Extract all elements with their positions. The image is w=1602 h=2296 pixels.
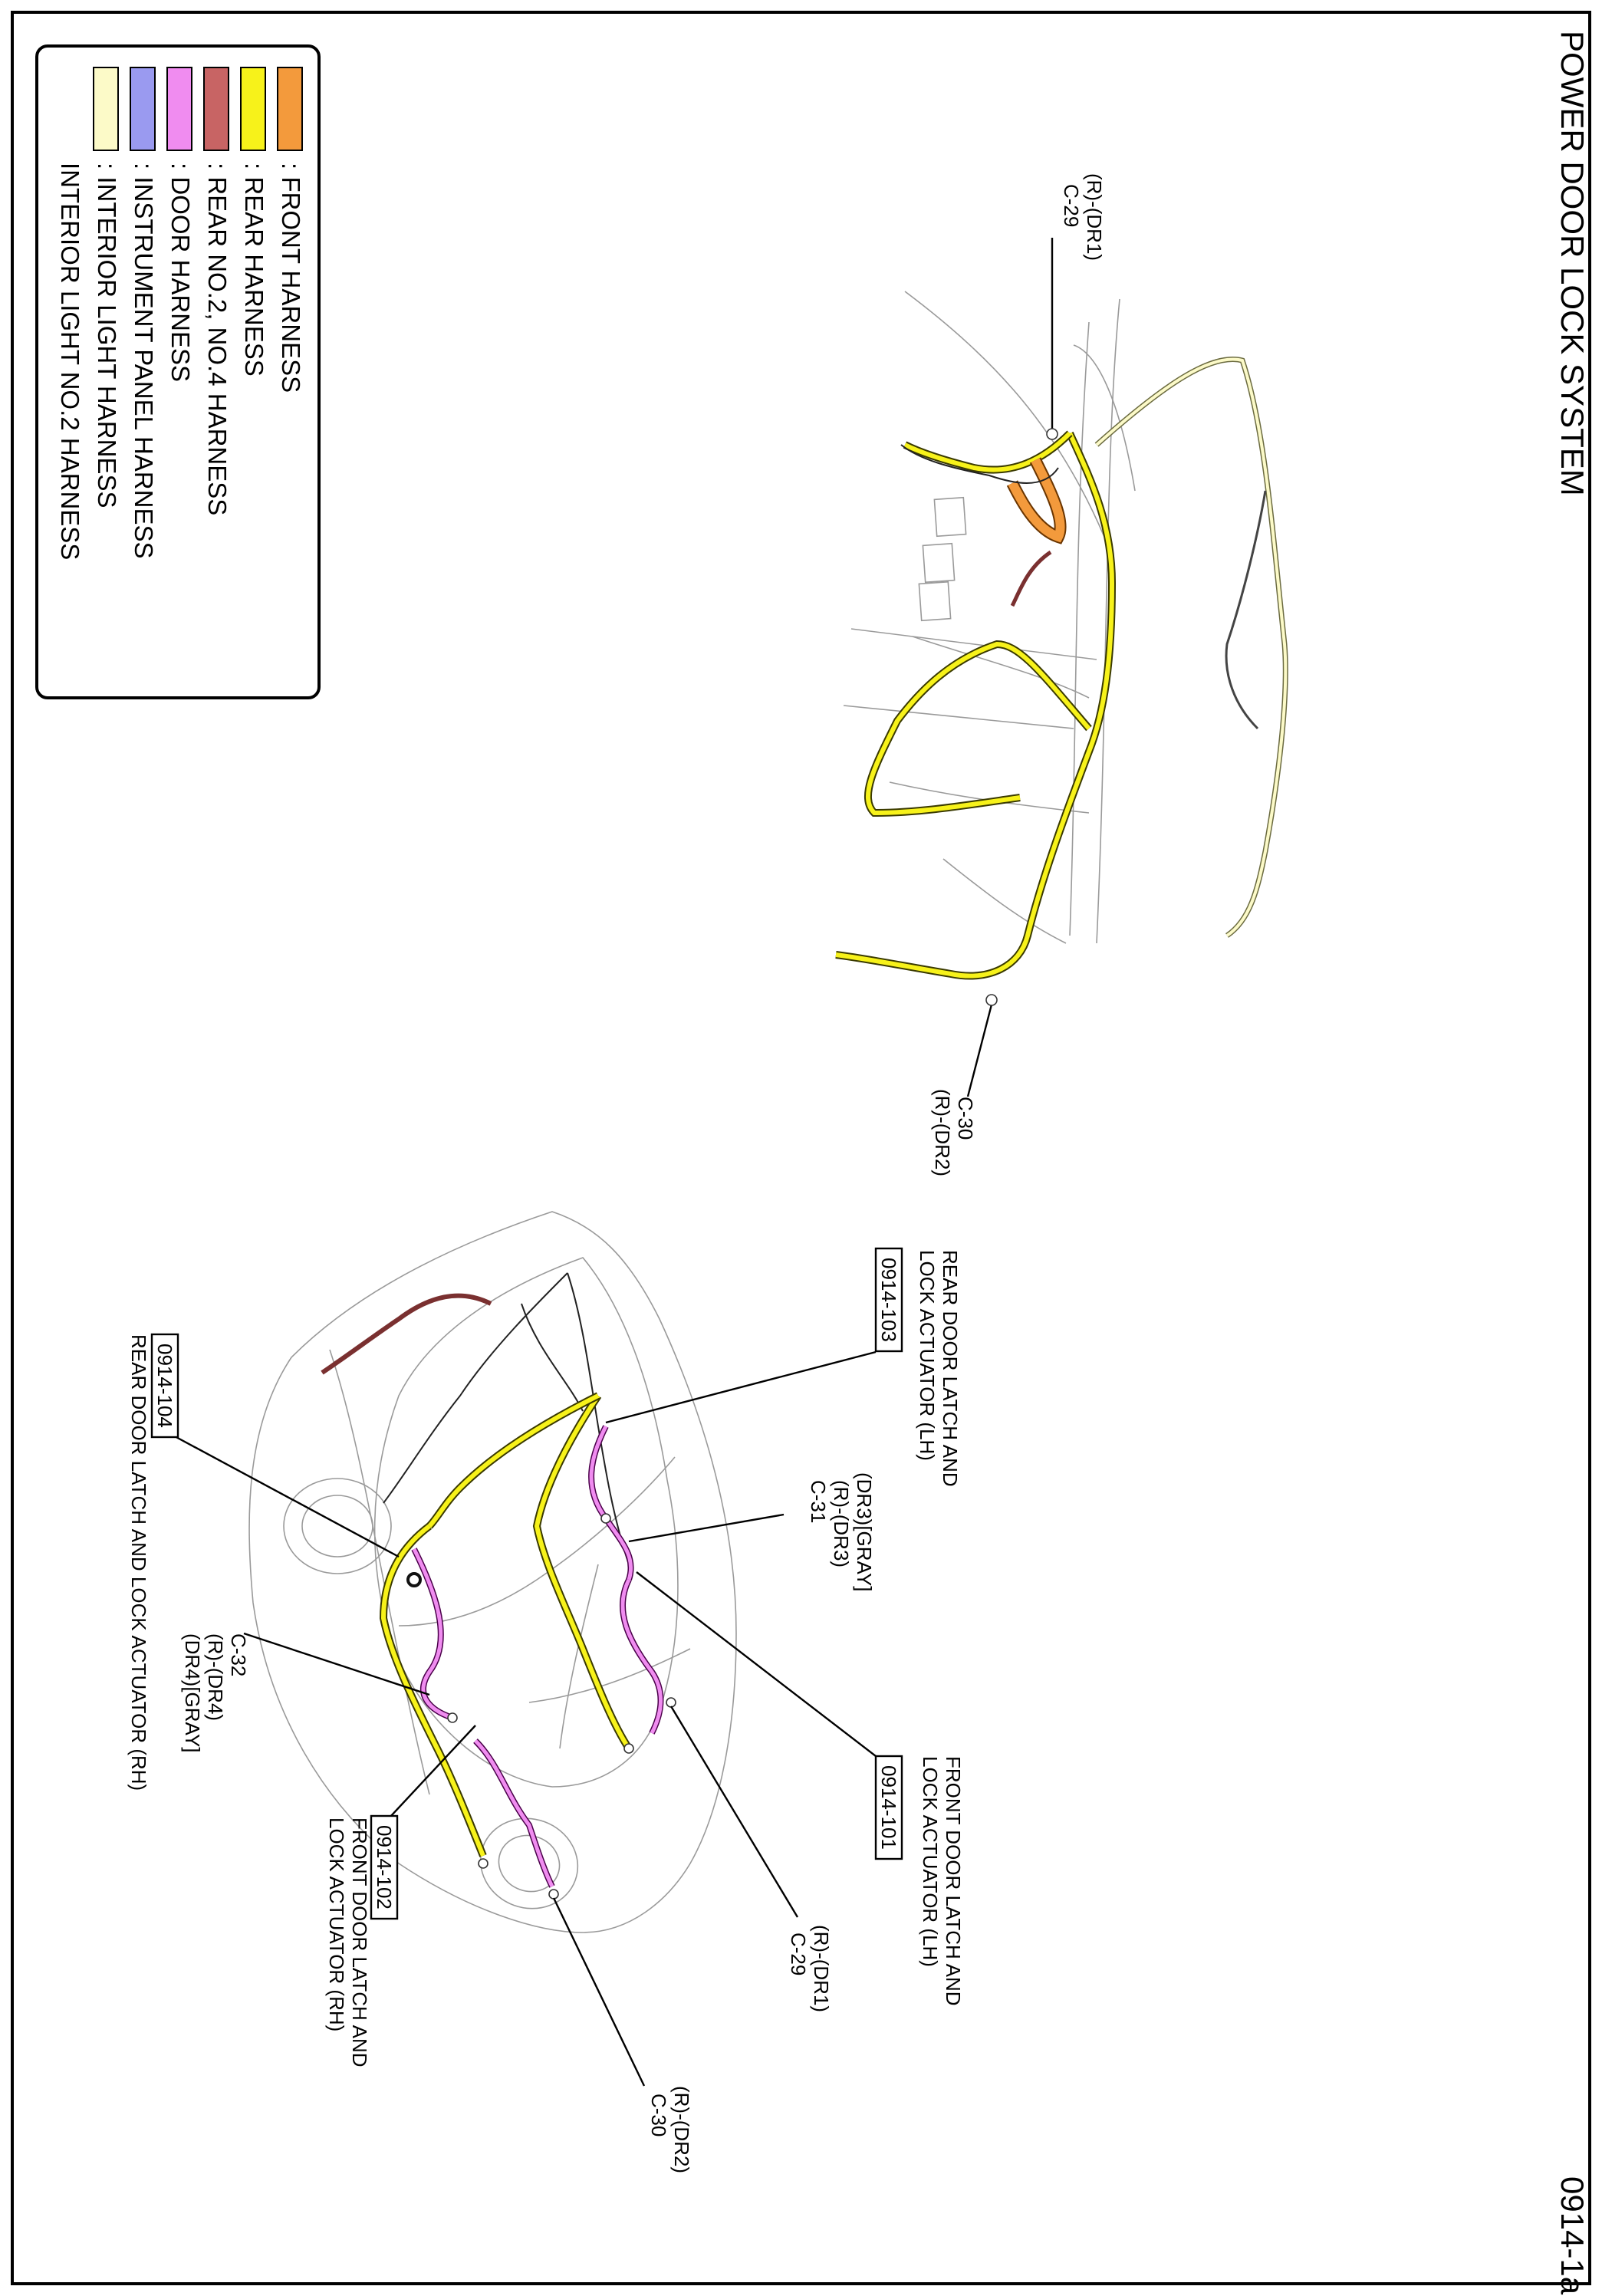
c30-top-label: C-30 xyxy=(954,1097,977,1140)
connector xyxy=(408,1574,420,1586)
car-body-detail xyxy=(330,1350,429,1794)
connector xyxy=(624,1744,633,1753)
car-body-detail xyxy=(560,1564,598,1748)
ref-0914-101-leader xyxy=(637,1572,876,1756)
ref-0914-103-label: REAR DOOR LATCH AND xyxy=(939,1250,962,1487)
top-floor-view xyxy=(836,173,1285,1176)
legend-swatch-door xyxy=(167,67,192,150)
connector xyxy=(666,1698,676,1707)
floor-outline xyxy=(1070,322,1089,936)
rear-no2-harness-car xyxy=(322,1296,491,1373)
door-harness-front-lh xyxy=(623,1580,661,1733)
legend-label-door: : DOOR HARNESS xyxy=(166,163,195,383)
front-harness-wire xyxy=(1012,460,1061,537)
ref-0914-102-number: 0914-102 xyxy=(373,1825,396,1909)
c31-label: C-31 xyxy=(807,1480,830,1524)
legend-label-rear-no2: : REAR NO.2, NO.4 HARNESS xyxy=(203,163,232,516)
rear-harness-branch xyxy=(868,644,1089,813)
legend-swatch-rear xyxy=(241,67,265,150)
c30-car-label: (R)-(DR2) xyxy=(670,2086,693,2174)
legend-label-interior-no2: INTERIOR LIGHT NO.2 HARNESS xyxy=(56,163,84,561)
interior-light-wire-branch xyxy=(1226,491,1265,729)
rear-harness-car xyxy=(537,1396,629,1748)
c29-top-label: (R)-(DR1) xyxy=(1083,173,1106,262)
c30-top-label: (R)-(DR2) xyxy=(931,1089,954,1177)
rear-no2-harness-wire xyxy=(1012,552,1051,606)
c32-label: (R)-(DR4) xyxy=(204,1633,227,1722)
interior-light-wire xyxy=(1097,359,1285,936)
legend-label-rear: : REAR HARNESS xyxy=(240,163,268,377)
interior-light-wire xyxy=(1097,359,1285,936)
floor-block xyxy=(934,498,965,537)
connector xyxy=(448,1713,457,1722)
ref-0914-101-number: 0914-101 xyxy=(877,1765,900,1850)
connector xyxy=(479,1859,488,1868)
legend-swatch-interior xyxy=(94,67,118,150)
wheel-front-right xyxy=(302,1495,373,1557)
car-perspective-view xyxy=(127,1212,965,2173)
wheel-rear-right xyxy=(491,1827,567,1900)
c30-car-label: C-30 xyxy=(647,2094,670,2137)
ref-0914-104-number: 0914-104 xyxy=(153,1344,176,1428)
ref-0914-104-label: REAR DOOR LATCH AND LOCK ACTUATOR (RH) xyxy=(127,1334,150,1791)
car-body-detail xyxy=(529,1649,690,1702)
page-code: 0914-1a xyxy=(1554,2176,1590,2295)
connector xyxy=(601,1514,610,1523)
ref-0914-102-label: FRONT DOOR LATCH AND xyxy=(348,1817,371,2067)
legend-swatch-front xyxy=(278,67,302,150)
c29-car-label: (R)-(DR1) xyxy=(810,1925,833,2013)
floor-outline xyxy=(844,706,1074,729)
legend-label-instrument: : INSTRUMENT PANEL HARNESS xyxy=(130,163,158,559)
ref-0914-103-label: LOCK ACTUATOR (LH) xyxy=(916,1250,939,1461)
c29-top-label: C-29 xyxy=(1060,184,1083,228)
door-harness-rear-lh xyxy=(591,1426,631,1580)
ref-0914-101-label: LOCK ACTUATOR (LH) xyxy=(919,1756,942,1967)
rear-harness-car xyxy=(429,1396,598,1526)
rear-harness-branch xyxy=(868,644,1089,813)
ref-0914-101-label: FRONT DOOR LATCH AND xyxy=(942,1756,965,2006)
page-title: POWER DOOR LOCK SYSTEM xyxy=(1554,31,1590,496)
legend-label-interior: : INTERIOR LIGHT HARNESS xyxy=(93,163,121,508)
c30-car-leader xyxy=(554,1898,644,2086)
legend-label-front: : FRONT HARNESS xyxy=(277,163,305,393)
connector xyxy=(549,1890,558,1899)
c31-label: (DR3)[GRAY] xyxy=(853,1472,876,1592)
legend-swatch-rear-no2 xyxy=(204,67,229,150)
legend-swatch-instrument xyxy=(130,67,155,150)
rear-harness-car xyxy=(383,1526,483,1856)
main-wire-car xyxy=(521,1304,583,1411)
c29-top-connector xyxy=(1047,429,1058,439)
c31-leader xyxy=(629,1515,784,1541)
floor-block xyxy=(923,544,954,583)
c29-car-label: C-29 xyxy=(787,1933,810,1976)
c31-label: (R)-(DR3) xyxy=(830,1480,853,1568)
c32-label: (DR4)[GRAY] xyxy=(181,1633,204,1753)
rear-harness-car xyxy=(383,1526,483,1856)
ref-0914-103-number: 0914-103 xyxy=(877,1258,900,1342)
ref-0914-102-label: LOCK ACTUATOR (RH) xyxy=(325,1817,348,2032)
floor-block xyxy=(919,582,950,621)
rear-harness-car xyxy=(429,1396,598,1526)
c30-top-connector xyxy=(986,995,997,1005)
c32-label: C-32 xyxy=(227,1633,250,1677)
harness-legend xyxy=(37,46,319,698)
c29-car-leader xyxy=(671,1706,798,1917)
c30-top-leader xyxy=(968,1005,992,1097)
